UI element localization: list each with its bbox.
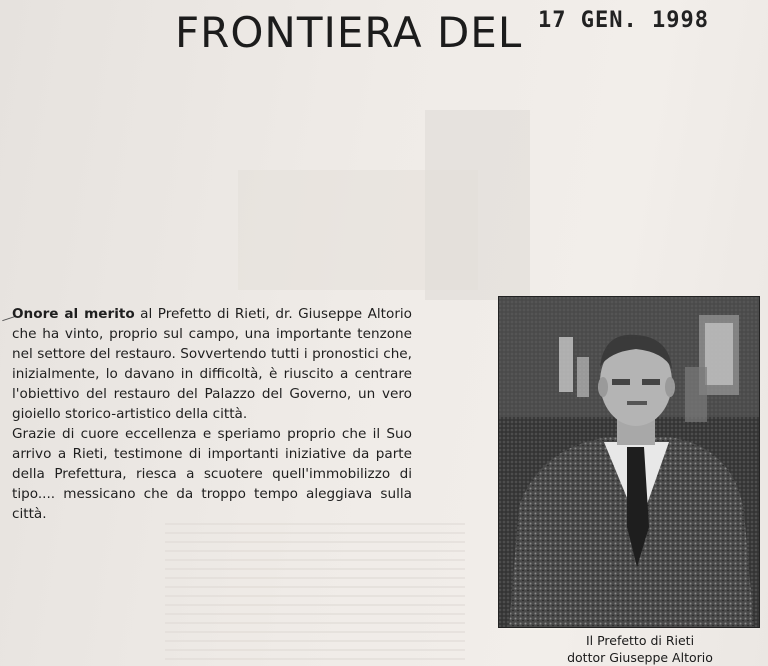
article-paragraph-2: Grazie di cuore eccellenza e speriamo proprio che il Suo arrivo a Rieti, testimone di importanti iniziative da parte della Prefettura, riesca a scuotere quell'immobilizzo di tipo.... messicano che da troppo tempo aleggiava sulla città. <box>12 426 412 522</box>
bleed-through-image <box>238 170 478 290</box>
bleed-through-block <box>425 110 530 300</box>
article-body <box>12 304 412 524</box>
date-stamp: 17 GEN. 1998 <box>538 8 709 33</box>
portrait-illustration <box>499 297 759 627</box>
article-lead: Onore al merito <box>12 306 135 322</box>
portrait-photo <box>498 296 760 628</box>
photo-caption-line-1: Il Prefetto di Rieti <box>585 633 695 648</box>
photo-caption <box>520 632 760 666</box>
article-paragraph-1 <box>12 304 412 424</box>
masthead-title: FRONTIERA DEL <box>175 8 523 57</box>
bleed-through-column <box>165 520 465 660</box>
photo-caption-line-2: dottor Giuseppe Altorio <box>567 650 713 665</box>
article-paragraph-1-text: al Prefetto di Rieti, dr. Giuseppe Altorio che ha vinto, proprio sul campo, una importante tenzone nel settore del restauro. Sovvertendo tutti i pronostici che, inizialmente, lo davano in difficoltà, è riuscito a centrare l'obiettivo del restauro del Palazzo del Governo, un vero gioiello storico-artistico della città. <box>12 306 412 422</box>
